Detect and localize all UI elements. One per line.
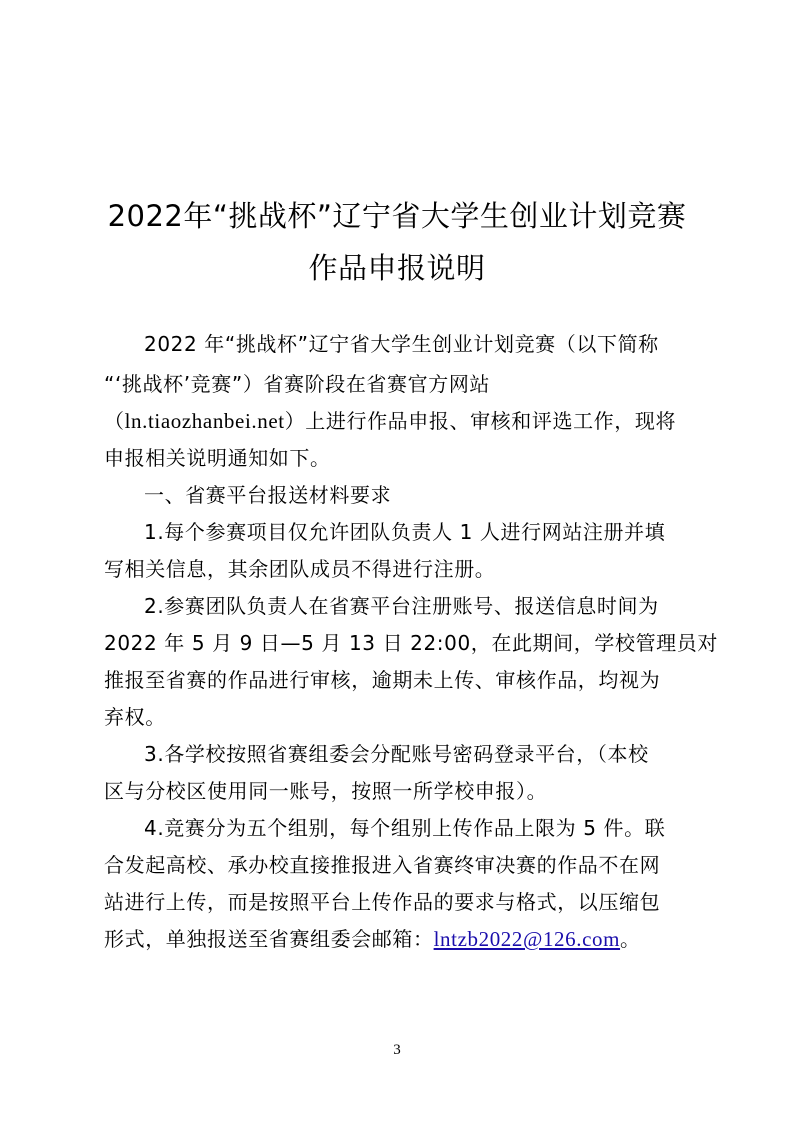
intro-line-1: 2022 年“挑战杯”辽宁省大学生创业计划竞赛（以下简称 [144,332,659,356]
email-link[interactable]: lntzb2022@126.com [433,927,621,951]
item4-line-3: 站进行上传，而是按照平台上传作品的要求与格式，以压缩包 [104,890,661,914]
intro-line-2: “‘挑战杯’竞赛”）省赛阶段在省赛官方网站 [104,372,491,396]
item4-line-4 [104,925,641,953]
intro-line-3-rest: ）上进行作品申报、审核和评选工作，现将 [284,409,677,433]
intro-paren-open: （ [104,409,125,433]
item2-line-3: 推报至省赛的作品进行审核，逾期未上传、审核作品，均视为 [104,668,661,692]
item4-line-4-text: 形式，单独报送至省赛组委会邮箱： [104,927,434,951]
item3-line-1: 3.各学校按照省赛组委会分配账号密码登录平台，（本校 [144,742,649,766]
item4-line-2: 合发起高校、承办校直接推报进入省赛终审决赛的作品不在网 [104,853,661,877]
document-title-line-2: 作品申报说明 [308,251,486,285]
item4-line-1: 4.竞赛分为五个组别，每个组别上传作品上限为 5 件。联 [144,816,666,840]
item2-line-4: 弃权。 [104,705,166,729]
page-number: 3 [393,1042,401,1058]
document-title-line-1: 2022年“挑战杯”辽宁省大学生创业计划竞赛 [107,199,687,233]
intro-line-3 [104,407,676,435]
item4-line-4-end: 。 [620,927,641,951]
section-heading: 一、省赛平台报送材料要求 [144,483,392,507]
competition-website: ln.tiaozhanbei.net [124,409,285,433]
item3-line-2: 区与分校区使用同一账号，按照一所学校申报）。 [104,779,548,803]
item2-line-1: 2.参赛团队负责人在省赛平台注册账号、报送信息时间为 [144,594,659,618]
item1-line-2: 写相关信息，其余团队成员不得进行注册。 [104,557,496,581]
item2-line-2: 2022 年 5 月 9 日—5 月 13 日 22:00，在此期间，学校管理员对 [104,631,718,655]
intro-line-4: 申报相关说明通知如下。 [104,446,331,470]
item1-line-1: 1.每个参赛项目仅允许团队负责人 1 人进行网站注册并填 [144,520,666,544]
